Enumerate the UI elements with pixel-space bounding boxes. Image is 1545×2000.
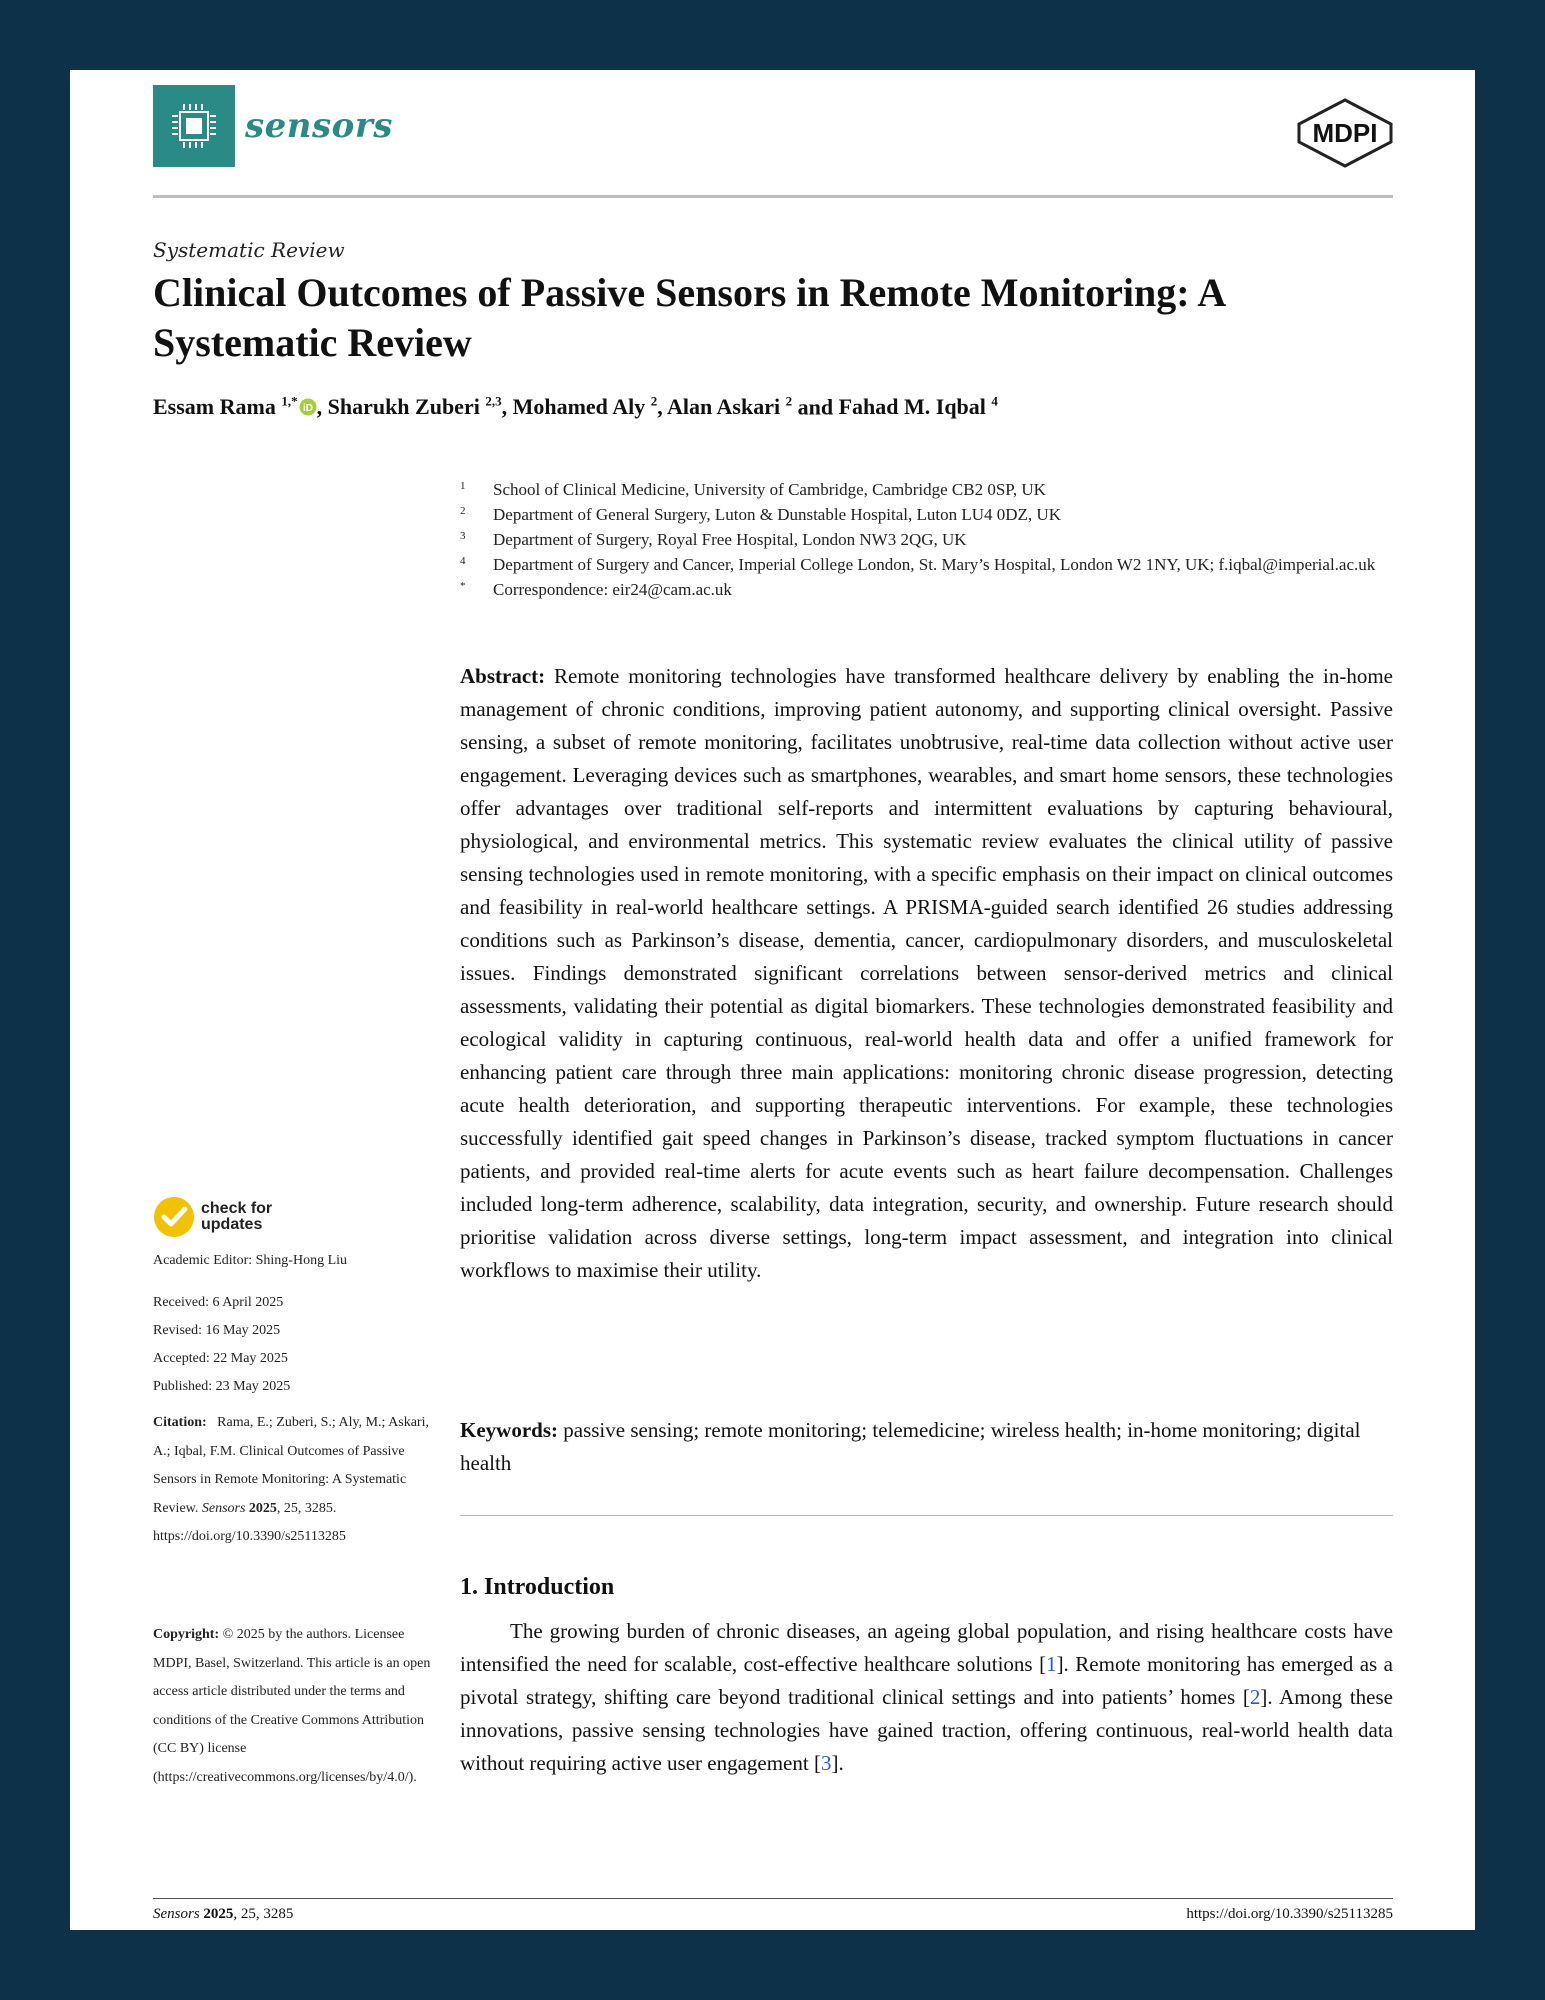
journal-logo[interactable] bbox=[153, 85, 393, 167]
article-title: Clinical Outcomes of Passive Sensors in Remote Monitoring: A Systematic Review bbox=[153, 270, 1225, 365]
author[interactable]: Alan Askari $^2$ bbox=[667, 394, 793, 420]
citation-ref-link[interactable]: 1 bbox=[1046, 1652, 1057, 1676]
citation-ref-link[interactable]: 3 bbox=[820, 1751, 832, 1775]
publication-dates bbox=[153, 1289, 438, 1401]
citation-label: Citation: bbox=[153, 1415, 207, 1430]
publisher-name: MDPI bbox=[1312, 118, 1378, 148]
citation-ref-link[interactable]: 2 bbox=[1249, 1685, 1261, 1709]
introduction-paragraph: The growing burden of chronic diseases, an ageing global population, and rising healthcare costs have intensified the need for scalable, cost-effective healthcare solutions [1]. Remote monitoring has emerged as a pivotal strategy, shifting care beyond traditional clinical settings and into patients’ homes [2]. Among these innovations, passive sensing technologies have gained traction, offering continuous, real-world health data without requiring active user engagement [3]. bbox=[460, 1619, 1393, 1775]
abstract-text: Remote monitoring technologies have transformed healthcare delivery by enabling the in-home management of chronic conditions, improving patient autonomy, and supporting clinical oversight. Passive sensing, a subset of remote monitoring, facilitates unobtrusive, real-time data collection without active user engagement. Leveraging devices such as smartphones, wearables, and smart home sensors, these technologies offer advantages over traditional self-reports and intermittent evaluations by capturing behavioural, physiological, and environmental metrics. This systematic review evaluates the clinical utility of passive sensing technologies used in remote monitoring, with a specific emphasis on their impact on clinical outcomes and feasibility in real-world healthcare settings. A PRISMA-guided search identified 26 studies addressing conditions such as Parkinson’s disease, dementia, cancer, cardiopulmonary disorders, and musculoskeletal issues. Findings demonstrated significant correlations between sensor-derived metrics and clinical assessments, validating their potential as digital biomarkers. These technologies demonstrated feasibility and ecological validity in capturing continuous, real-world health data and offer a unified framework for enhancing patient care through three main applications: monitoring chronic disease progression, detecting acute health deterioration, and supporting therapeutic interventions. For example, these technologies successfully identified gait speed changes in Parkinson’s disease, tracked symptom fluctuations in cancer patients, and provided real-time alerts for acute events such as heart failure decompensation. Challenges included long-term adherence, scalability, data integration, security, and ownership. Future research should prioritise validation across diverse settings, long-term impact assessment, and integration into clinical workflows to maximise their utility. bbox=[460, 664, 1393, 1282]
academic-editor: Academic Editor: Shing-Hong Liu bbox=[153, 1253, 348, 1268]
check-updates-icon bbox=[153, 1196, 195, 1238]
affiliation-item: 2 Department of General Surgery, Luton & Dunstable Hospital, Luton LU4 0DZ, UK bbox=[460, 505, 1061, 524]
abstract-label: Abstract: bbox=[460, 664, 546, 688]
author[interactable]: Essam Rama $^{1,*}$ iD bbox=[153, 394, 317, 419]
article-type: Systematic Review bbox=[153, 238, 345, 262]
journal-name: sensors bbox=[245, 106, 393, 146]
affiliation-item: 1 School of Clinical Medicine, University of Cambridge, Cambridge CB2 0SP, UK bbox=[460, 480, 1046, 499]
orcid-icon[interactable] bbox=[299, 396, 317, 422]
accepted-date: Accepted: 22 May 2025 bbox=[153, 1351, 288, 1366]
check-updates-label: check for updates bbox=[201, 1200, 273, 1233]
keywords bbox=[460, 1414, 1393, 1480]
chip-icon bbox=[153, 85, 235, 167]
paper-page bbox=[70, 70, 1475, 1930]
copyright-text: © 2025 by the authors. Licensee MDPI, Basel, Switzerland. This article is an open access article distributed under the terms and conditions of the Creative Commons Attribution (CC BY) license (https://creativecommons.org/licenses/by/4.0/). bbox=[153, 1627, 431, 1785]
published-date: Published: 23 May 2025 bbox=[153, 1379, 291, 1394]
keywords-label: Keywords: bbox=[460, 1418, 558, 1442]
footer-divider bbox=[153, 1898, 1393, 1899]
revised-date: Revised: 16 May 2025 bbox=[153, 1323, 281, 1338]
section-divider bbox=[460, 1515, 1393, 1516]
svg-text:iD: iD bbox=[302, 403, 313, 415]
author-list: Essam Rama $^{1,*}$ iD , Sharukh Zuberi $^{2,3}$, Mohamed Aly $^2$, Alan Askari $^2$ and Fahad M. Iqbal $^4$ bbox=[153, 394, 998, 422]
citation-block: Citation: Rama, E.; Zuberi, S.; Aly, M.; Askari, A.; Iqbal, F.M. Clinical Outcomes of Passive Sensors in Remote Monitoring: A Systematic Review. Sensors 2025, 25, 3285. https://doi.org/10.3390/s25113285 bbox=[153, 1415, 429, 1544]
abstract bbox=[460, 660, 1393, 1287]
author[interactable]: Mohamed Aly $^2$ bbox=[512, 394, 658, 420]
check-for-updates-badge[interactable] bbox=[153, 1196, 272, 1238]
author[interactable]: Sharukh Zuberi $^{2,3}$ bbox=[327, 394, 502, 420]
correspondence-item: * Correspondence: eir24@cam.ac.uk bbox=[460, 580, 732, 599]
received-date: Received: 6 April 2025 bbox=[153, 1295, 284, 1310]
affiliation-item: 4 Department of Surgery and Cancer, Imperial College London, St. Mary’s Hospital, London W2 1NY, UK; f.iqbal@imperial.ac.uk bbox=[460, 555, 1376, 574]
author[interactable]: Fahad M. Iqbal $^4$ bbox=[838, 394, 998, 420]
affiliations bbox=[460, 477, 1400, 602]
publisher-logo[interactable] bbox=[1295, 98, 1395, 172]
copyright-label: Copyright: bbox=[153, 1627, 220, 1642]
keywords-text: passive sensing; remote monitoring; telemedicine; wireless health; in-home monitoring; digital health bbox=[460, 1418, 1361, 1475]
citation-doi[interactable]: , 25, 3285. https://doi.org/10.3390/s25113285 bbox=[153, 1500, 346, 1544]
footer-doi-link[interactable]: https://doi.org/10.3390/s25113285 bbox=[1186, 1906, 1393, 1922]
header-divider bbox=[153, 195, 1393, 198]
citation-text: Rama, E.; Zuberi, S.; Aly, M.; Askari, A.; Iqbal, F.M. Clinical Outcomes of Passive Sensors in Remote Monitoring: A Systematic Review. bbox=[153, 1415, 429, 1516]
mdpi-logo-icon bbox=[1295, 98, 1395, 168]
copyright-block bbox=[153, 1621, 438, 1792]
footer-citation: Sensors 2025, 25, 3285 bbox=[153, 1906, 294, 1922]
introduction-heading: 1. Introduction bbox=[460, 1574, 615, 1600]
affiliation-item: 3 Department of Surgery, Royal Free Hospital, London NW3 2QG, UK bbox=[460, 530, 967, 549]
